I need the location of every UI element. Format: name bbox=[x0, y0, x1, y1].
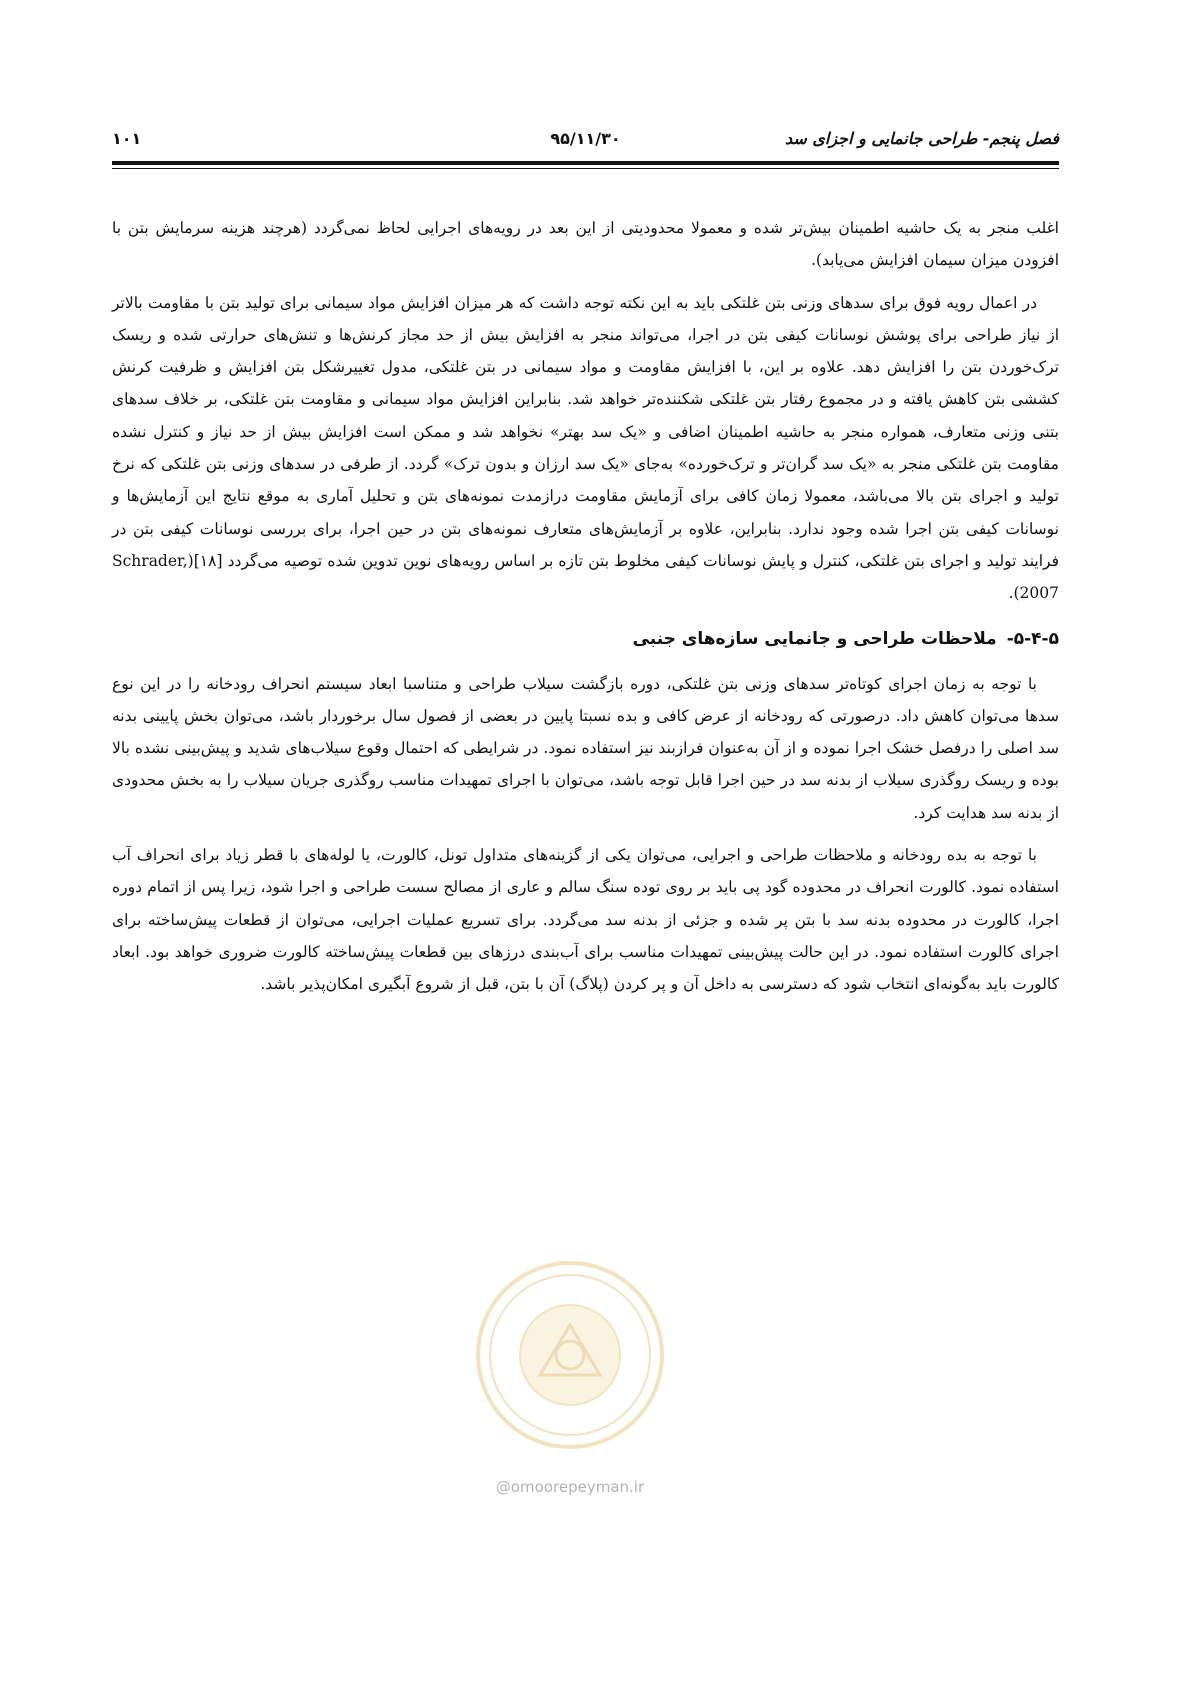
header-rule-thick bbox=[112, 161, 1059, 165]
watermark-url: @omoorepeyman.ir bbox=[495, 1478, 645, 1496]
section-heading bbox=[112, 622, 1059, 656]
page-header bbox=[112, 126, 1059, 152]
paragraph-2-text: در اعمال رویه فوق برای سدهای وزنی بتن غلتکی باید به این نکته توجه داشت که هر میزان افزایش مواد سیمانی برای تولید بتن با مقاومت بالاتر از نیاز طراحی برای پوشش نوسانات کیفی بتن در اجرا، می‌تواند منجر به افزایش بیش از حد مجاز کرنش‌ها و تنش‌های حرارتی شده و ریسک ترک‌خوردن بتن را افزایش دهد. علاوه بر این، با افزایش مقاومت و مواد سیمانی در بتن غلتکی، مدول تغییرشکل بتن افزایش و ظرفیت کرنش کششی بتن کاهش یافته و در مجموع رفتار بتن غلتکی شکننده‌تر خواهد شد. بنابراین افزایش مواد سیمانی و مقاومت بتن غلتکی، بر خلاف سدهای بتنی وزنی متعارف، همواره منجر به حاشیه اطمینان اضافی و «یک سد بهتر» نخواهد شد و ممکن است افزایش بیش از حد نیاز و کنترل نشده مقاومت بتن غلتکی منجر به «یک سد گران‌تر و ترک‌خورده» به‌جای «یک سد ارزان و بدون ترک» گردد. از طرفی در سدهای وزنی بتن غلتکی که نرخ تولید و اجرای بتن بالا می‌باشد، معمولا زمان کافی برای آزمایش مقاومت درازمدت نمونه‌های بتن و تحلیل آماری به موقع نتایج این آزمایش‌ها و نوسانات کیفی بتن اجرا شده وجود ندارد. بنابراین، علاوه بر آزمایش‌های متعارف نمونه‌های بتن در حین اجرا، برای بررسی نوسانات کیفی بتن در فرایند تولید و اجرای بتن غلتکی، کنترل و پایش نوسانات کیفی مخلوط بتن تازه بر اساس رویه‌های نوین تدوین شده توصیه می‌گردد bbox=[112, 293, 1059, 570]
paragraph-1: اغلب منجر به یک حاشیه اطمینان بیش‌تر شده و معمولا محدودیتی از این بعد در رویه‌های اجرایی لحاظ نمی‌گردد (هرچند هزینه سرمایش بتن با افزودن میزان سیمان افزایش می‌یابد). bbox=[112, 219, 1059, 270]
paragraph-3: با توجه به زمان اجرای کوتاه‌تر سدهای وزنی بتن غلتکی، دوره بازگشت سیلاب طراحی و متناسبا ابعاد سیستم انحراف رودخانه را در این نوع سدها می‌توان کاهش داد. درصورتی که رودخانه از عرض کافی و بده نسبتا پایین در بعضی از فصول سال برخوردار باشد، می‌توان بخش پایینی بدنه سد اصلی را درفصل خشک اجرا نموده و از آن به‌عنوان فرازبند نیز استفاده نمود. در شرایطی که احتمال وقوع سیلاب‌های شدید و پیش‌بینی نشده بالا بوده و ریسک روگذری سیلاب از بدنه سد در حین اجرا قابل توجه باشد، می‌توان با اجرای تمهیدات مناسب روگذری جریان سیلاب را به بخش محدودی از بدنه سد هدایت کرد. bbox=[112, 674, 1059, 822]
citation: [۱۸](Schrader, 2007). bbox=[112, 551, 1059, 603]
section-title: ملاحظات طراحی و جانمایی سازه‌های جنبی bbox=[632, 628, 997, 649]
header-date: ۹۵/۱۱/۳۰ bbox=[550, 129, 621, 148]
page-number: ۱۰۱ bbox=[112, 129, 142, 148]
paragraph-2 bbox=[112, 287, 1059, 610]
section-number: ۵-۴-۵- bbox=[1006, 628, 1059, 649]
header-rule-thin bbox=[112, 168, 1059, 169]
watermark-seal bbox=[470, 1255, 670, 1455]
page-body bbox=[112, 212, 1059, 1011]
paragraph-4: با توجه به بده رودخانه و ملاحظات طراحی و اجرایی، می‌توان یکی از گزینه‌های متداول تونل، کالورت، یا لوله‌های با قطر زیاد برای انحراف آب استفاده نمود. کالورت انحراف در محدوده گود پی باید بر روی توده سنگ سالم و عاری از مصالح سست طراحی و اجرا شود، زیرا پس از اتمام دوره اجرا، کالورت در محدوده بدنه سد با بتن پر شده و جزئی از بدنه سد می‌گردد. برای تسریع عملیات اجرایی، می‌توان از قطعات پیش‌ساخته برای اجرای کالورت استفاده نمود. در این حالت پیش‌بینی تمهیدات مناسب برای آب‌بندی درزهای بین قطعات پیش‌ساخته کالورت ضروری خواهد بود. ابعاد کالورت باید به‌گونه‌ای انتخاب شود که دسترسی به داخل آن و پر کردن (پلاگ) آن با بتن، قبل از شروع آبگیری امکان‌پذیر باشد. bbox=[112, 846, 1059, 994]
chapter-title: فصل پنجم- طراحی جانمایی و اجزای سد bbox=[785, 129, 1059, 148]
